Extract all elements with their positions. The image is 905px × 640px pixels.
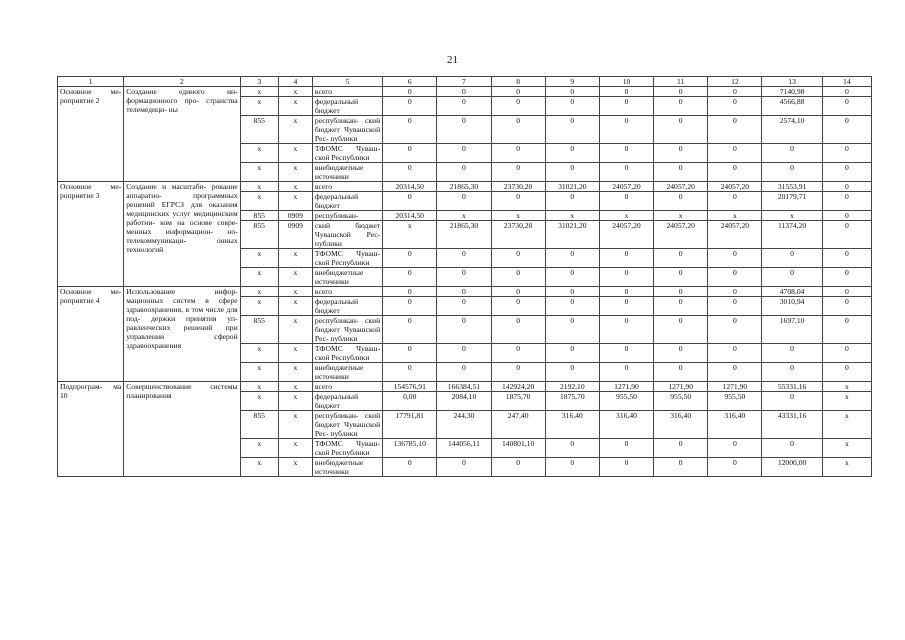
amount-cell: 0 [654,458,708,477]
section-code: x [278,249,312,268]
amount-cell: 0 [708,268,762,287]
amount-cell: 0 [708,87,762,97]
amount-cell: 0 [822,249,871,268]
amount-cell: 0 [654,439,708,458]
amount-cell: 0 [654,144,708,163]
amount-cell: 0 [762,392,822,411]
amount-cell: 0 [599,97,653,116]
amount-cell: 17791,81 [383,411,437,439]
amount-cell: 0 [822,182,871,192]
column-number: 12 [708,77,762,87]
amount-cell: 0 [437,344,491,363]
amount-cell: 3010,94 [762,297,822,316]
amount-cell: 955,50 [708,392,762,411]
amount-cell: 0 [491,363,545,382]
amount-cell: 0 [822,87,871,97]
amount-cell: 0 [383,163,437,182]
budget-code: x [240,439,278,458]
amount-cell: 0 [822,192,871,211]
budget-code: x [240,344,278,363]
budget-code: x [240,87,278,97]
section-code: x [278,297,312,316]
section-code: x [278,392,312,411]
amount-cell: 0 [383,268,437,287]
amount-cell: 0 [437,297,491,316]
amount-cell: 0 [654,344,708,363]
amount-cell: 0 [708,192,762,211]
amount-cell: 0 [491,116,545,144]
amount-cell: x [654,211,708,221]
amount-cell: 0 [383,287,437,297]
funding-source: всего [312,87,382,97]
amount-cell: 0 [708,116,762,144]
amount-cell: 0 [437,268,491,287]
amount-cell: 0 [599,144,653,163]
amount-cell: 0 [491,344,545,363]
amount-cell: 0 [708,97,762,116]
amount-cell: 0 [383,97,437,116]
amount-cell: 0 [383,87,437,97]
amount-cell: 0 [545,268,599,287]
amount-cell: 2574,10 [762,116,822,144]
amount-cell: 0 [437,458,491,477]
amount-cell: 1271,90 [654,382,708,392]
amount-cell: 0 [437,144,491,163]
funding-source: внебюджетные источники [312,458,382,477]
amount-cell: 0 [383,249,437,268]
funding-source: ТФОМС Чуваш- ской Республики [312,344,382,363]
amount-cell: 0 [599,363,653,382]
amount-cell: 0 [383,144,437,163]
budget-code: 855 [240,221,278,249]
activity-description: Создание единого ин- формационного про- странства телемедици- ны [124,87,240,182]
amount-cell: 0 [762,163,822,182]
section-code: x [278,144,312,163]
page-number: 21 [447,54,458,66]
activity-title: Подпрограм- ма 10 [58,382,124,477]
amount-cell: 0 [599,192,653,211]
amount-cell: 0 [491,287,545,297]
section-code: 0909 [278,221,312,249]
amount-cell: 0 [491,97,545,116]
activity-title: Основное ме- роприятие 4 [58,287,124,382]
amount-cell: 31021,20 [545,221,599,249]
amount-cell: 142924,20 [491,382,545,392]
section-code: 0909 [278,211,312,221]
funding-source: всего [312,287,382,297]
amount-cell: 0 [491,144,545,163]
column-number: 11 [654,77,708,87]
funding-source: федеральный бюджет [312,192,382,211]
column-number: 14 [822,77,871,87]
amount-cell: 0 [822,268,871,287]
amount-cell: x [599,211,653,221]
amount-cell: 1271,90 [708,382,762,392]
amount-cell: x [708,211,762,221]
header-row [58,77,872,87]
amount-cell: 316,40 [599,411,653,439]
column-number: 6 [383,77,437,87]
amount-cell: x [545,211,599,221]
amount-cell: 0 [654,116,708,144]
amount-cell: 0 [383,344,437,363]
amount-cell: 0 [822,211,871,221]
amount-cell: 2084,10 [437,392,491,411]
funding-source: ТФОМС Чуваш- ской Республики [312,144,382,163]
amount-cell: 316,40 [708,411,762,439]
amount-cell: 21865,30 [437,221,491,249]
section-code: x [278,287,312,297]
amount-cell: 24057,20 [654,221,708,249]
section-code: x [278,192,312,211]
funding-source: ский бюджет Чувашской Рес- публики [312,221,382,249]
amount-cell: 1875,70 [545,392,599,411]
amount-cell: x [822,439,871,458]
budget-code: x [240,97,278,116]
section-code: x [278,87,312,97]
amount-cell: 0 [762,144,822,163]
amount-cell: 0 [822,287,871,297]
amount-cell: 244,30 [437,411,491,439]
budget-code: x [240,268,278,287]
amount-cell: 0 [599,297,653,316]
amount-cell: 0 [599,458,653,477]
funding-source: внебюджетные источники [312,163,382,182]
funding-source: всего [312,382,382,392]
amount-cell: 0 [545,458,599,477]
budget-code: x [240,192,278,211]
amount-cell: 0 [708,287,762,297]
amount-cell: 55331,16 [762,382,822,392]
section-code: x [278,382,312,392]
funding-source: республикан- [312,211,382,221]
amount-cell: 0 [437,192,491,211]
amount-cell: 0 [654,297,708,316]
amount-cell: 23730,20 [491,221,545,249]
amount-cell: x [822,382,871,392]
amount-cell: 0 [654,249,708,268]
budget-code: x [240,287,278,297]
amount-cell: 0 [599,344,653,363]
amount-cell: 0 [762,249,822,268]
amount-cell: 140801,10 [491,439,545,458]
section-code: x [278,344,312,363]
amount-cell: 0 [437,97,491,116]
amount-cell: 0 [654,363,708,382]
amount-cell: 0 [654,316,708,344]
amount-cell: 0 [708,144,762,163]
amount-cell: 316,40 [654,411,708,439]
activity-description: Использование инфор- мационных систем в сфере здравоохранения, в том числе для под- держки принятия уп- равленческих решений при управлении сферой здравоохранения [124,287,240,382]
amount-cell: 24057,20 [708,182,762,192]
amount-cell: 0 [599,439,653,458]
amount-cell: 0 [708,316,762,344]
budget-code: x [240,163,278,182]
amount-cell: 2192,10 [545,382,599,392]
amount-cell: 0 [822,116,871,144]
amount-cell: 0 [491,316,545,344]
column-number: 1 [58,77,124,87]
amount-cell: 0 [491,249,545,268]
amount-cell: 0 [762,363,822,382]
amount-cell: 31021,20 [545,182,599,192]
amount-cell: 0 [708,363,762,382]
budget-code: 855 [240,211,278,221]
amount-cell: 0 [708,344,762,363]
funding-source: федеральный бюджет [312,97,382,116]
amount-cell: 0 [545,297,599,316]
table-row [58,382,872,392]
budget-code: x [240,382,278,392]
amount-cell: 0 [654,97,708,116]
budget-code: 855 [240,411,278,439]
amount-cell: 144056,11 [437,439,491,458]
amount-cell: 0 [545,97,599,116]
amount-cell: 0 [822,297,871,316]
amount-cell: 0 [822,221,871,249]
budget-code: 855 [240,316,278,344]
amount-cell: 1697,10 [762,316,822,344]
amount-cell: 0 [437,363,491,382]
amount-cell: 4566,88 [762,97,822,116]
budget-code: x [240,144,278,163]
amount-cell: 31553,91 [762,182,822,192]
amount-cell: 0 [545,163,599,182]
budget-code: x [240,249,278,268]
amount-cell: 0 [822,344,871,363]
activity-description: Совершенствование системы планирования [124,382,240,477]
amount-cell: 955,50 [654,392,708,411]
amount-cell: 21865,30 [437,182,491,192]
amount-cell: 0 [545,249,599,268]
amount-cell: 0 [599,316,653,344]
column-number: 5 [312,77,382,87]
amount-cell: 0 [491,87,545,97]
amount-cell: 0 [708,297,762,316]
budget-code: x [240,182,278,192]
section-code: x [278,363,312,382]
amount-cell: 0 [599,116,653,144]
column-number: 9 [545,77,599,87]
amount-cell: 1271,90 [599,382,653,392]
funding-source: республикан- ский бюджет Чувашской Рес- публики [312,116,382,144]
section-code: x [278,116,312,144]
amount-cell: 0 [762,268,822,287]
amount-cell: 0 [599,163,653,182]
funding-source: внебюджетные источники [312,363,382,382]
funding-source: федеральный бюджет [312,297,382,316]
column-number: 3 [240,77,278,87]
column-number: 7 [437,77,491,87]
amount-cell: 0 [437,316,491,344]
activity-title: Основное ме- роприятие 3 [58,182,124,287]
table-row [58,182,872,192]
amount-cell: 11374,20 [762,221,822,249]
funding-source: республикан- ский бюджет Чувашской Рес- публики [312,411,382,439]
section-code: x [278,97,312,116]
budget-code: x [240,392,278,411]
amount-cell: x [822,392,871,411]
amount-cell: 0 [822,97,871,116]
section-code: x [278,182,312,192]
amount-cell: 0 [654,287,708,297]
amount-cell: 0 [762,439,822,458]
amount-cell: 24057,20 [654,182,708,192]
amount-cell: 0 [545,287,599,297]
column-number: 4 [278,77,312,87]
activity-description: Создание и масштаби- рование аппаратно- программных решений ЕГРСЗ для оказания медицинских услуг медицинским работни- ком на основе совре- менных информацион- но-телекоммуникаци- онных технологий [124,182,240,287]
column-number: 8 [491,77,545,87]
amount-cell: x [762,211,822,221]
amount-cell: 0 [654,192,708,211]
amount-cell: 955,50 [599,392,653,411]
section-code: x [278,458,312,477]
budget-code: x [240,297,278,316]
amount-cell: 166384,51 [437,382,491,392]
amount-cell: x [437,211,491,221]
amount-cell: 0 [545,363,599,382]
amount-cell: 0 [822,163,871,182]
amount-cell: 7140,98 [762,87,822,97]
amount-cell: 24057,20 [599,182,653,192]
amount-cell: 12000,00 [762,458,822,477]
amount-cell: 0 [491,163,545,182]
amount-cell: 0 [822,144,871,163]
amount-cell: 0 [762,344,822,363]
amount-cell: 43331,16 [762,411,822,439]
amount-cell: 0 [822,363,871,382]
amount-cell: 0 [708,249,762,268]
amount-cell: 0 [654,87,708,97]
amount-cell: 247,40 [491,411,545,439]
amount-cell: 0 [822,316,871,344]
amount-cell: 0 [545,316,599,344]
table-row [58,287,872,297]
amount-cell: x [822,458,871,477]
funding-source: внебюджетные источники [312,268,382,287]
column-number: 2 [124,77,240,87]
amount-cell: 0 [599,268,653,287]
section-code: x [278,316,312,344]
amount-cell: 0 [383,116,437,144]
amount-cell: 0 [708,163,762,182]
amount-cell: 0 [654,268,708,287]
activity-title: Основное ме- роприятие 2 [58,87,124,182]
budget-code: x [240,458,278,477]
amount-cell: 0 [383,316,437,344]
amount-cell: 0 [599,249,653,268]
amount-cell: 154576,91 [383,382,437,392]
amount-cell: 1875,70 [491,392,545,411]
column-number: 13 [762,77,822,87]
amount-cell: 0 [599,287,653,297]
section-code: x [278,268,312,287]
amount-cell: 20314,50 [383,211,437,221]
amount-cell: 0 [654,163,708,182]
amount-cell: 0 [383,192,437,211]
amount-cell: 0 [708,439,762,458]
amount-cell: 0 [383,363,437,382]
amount-cell: 0 [545,439,599,458]
amount-cell: 0 [545,144,599,163]
amount-cell: 0,00 [383,392,437,411]
section-code: x [278,439,312,458]
amount-cell: 23730,20 [491,182,545,192]
column-number: 10 [599,77,653,87]
amount-cell: 0 [437,249,491,268]
amount-cell: 20314,50 [383,182,437,192]
budget-code: 855 [240,116,278,144]
amount-cell: x [491,211,545,221]
amount-cell: 0 [491,458,545,477]
amount-cell: 136785,10 [383,439,437,458]
amount-cell: 0 [545,344,599,363]
amount-cell: 0 [491,192,545,211]
amount-cell: 0 [437,87,491,97]
funding-source: ТФОМС Чуваш- ской Республики [312,439,382,458]
amount-cell: x [383,221,437,249]
funding-source: федеральный бюджет [312,392,382,411]
amount-cell: 0 [708,458,762,477]
budget-code: x [240,363,278,382]
amount-cell: 0 [545,116,599,144]
table-row [58,87,872,97]
amount-cell: 0 [437,116,491,144]
amount-cell: 0 [491,268,545,287]
amount-cell: 24057,20 [599,221,653,249]
amount-cell: 0 [383,297,437,316]
section-code: x [278,411,312,439]
funding-source: всего [312,182,382,192]
funding-source: республикан- ский бюджет Чувашской Рес- публики [312,316,382,344]
amount-cell: x [822,411,871,439]
amount-cell: 20179,71 [762,192,822,211]
amount-cell: 0 [437,163,491,182]
amount-cell: 0 [599,87,653,97]
amount-cell: 316,40 [545,411,599,439]
amount-cell: 0 [383,458,437,477]
funding-source: ТФОМС Чуваш- ской Республики [312,249,382,268]
amount-cell: 0 [437,287,491,297]
amount-cell: 4708,04 [762,287,822,297]
section-code: x [278,163,312,182]
amount-cell: 0 [491,297,545,316]
amount-cell: 0 [545,87,599,97]
amount-cell: 24057,20 [708,221,762,249]
amount-cell: 0 [545,192,599,211]
budget-table [57,76,872,477]
